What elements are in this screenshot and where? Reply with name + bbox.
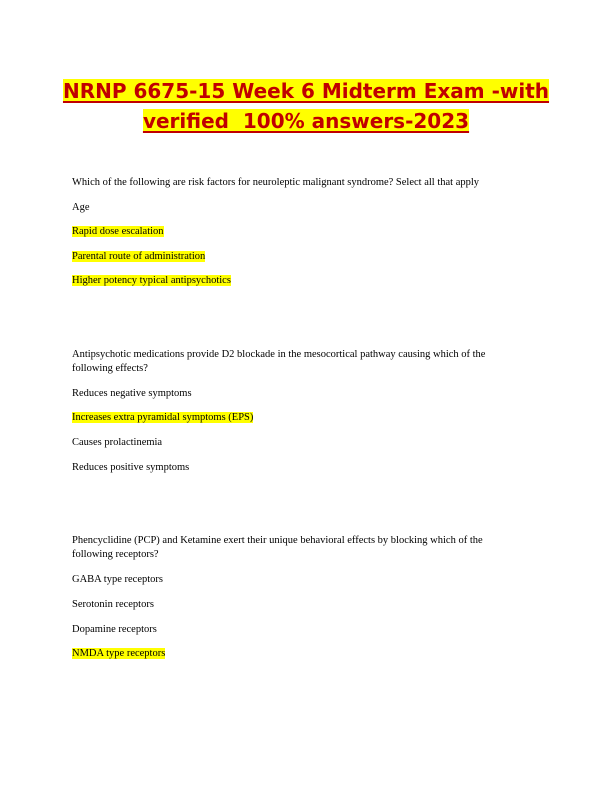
question-3-option-2 bbox=[72, 598, 542, 612]
question-2-prompt-line-2: following effects? bbox=[72, 363, 148, 374]
question-3-option-4 bbox=[72, 647, 542, 661]
question-3-option-3 bbox=[72, 623, 542, 637]
option-text: Age bbox=[72, 202, 90, 213]
option-text: Serotonin receptors bbox=[72, 599, 154, 610]
question-2-option-1 bbox=[72, 387, 542, 401]
title-line-1: NRNP 6675-15 Week 6 Midterm Exam -with bbox=[62, 79, 550, 103]
question-3-prompt-line-1: Phencyclidine (PCP) and Ketamine exert their unique behavioral effects by blocking which of the bbox=[72, 535, 483, 546]
option-text: GABA type receptors bbox=[72, 574, 163, 585]
option-text: Dopamine receptors bbox=[72, 624, 157, 635]
question-1-option-3 bbox=[72, 250, 542, 264]
highlighted-answer: Increases extra pyramidal symptoms (EPS) bbox=[72, 412, 254, 423]
question-2-option-2 bbox=[72, 411, 542, 425]
question-3-option-1 bbox=[72, 573, 542, 587]
question-3-prompt-line-2: following receptors? bbox=[72, 549, 159, 560]
question-1-prompt: Which of the following are risk factors for neuroleptic malignant syndrome? Select all that apply bbox=[72, 177, 480, 188]
question-1-option-2 bbox=[72, 225, 542, 239]
title-line-2: verified 100% answers-2023 bbox=[142, 109, 470, 133]
document-title bbox=[40, 76, 572, 136]
highlighted-answer: Rapid dose escalation bbox=[72, 226, 164, 237]
highlighted-answer: Parental route of administration bbox=[72, 251, 206, 262]
question-2-option-3 bbox=[72, 436, 542, 450]
highlighted-answer: NMDA type receptors bbox=[72, 648, 166, 659]
question-1-option-1 bbox=[72, 201, 542, 215]
option-text: Causes prolactinemia bbox=[72, 437, 163, 448]
option-text: Reduces positive symptoms bbox=[72, 462, 190, 473]
option-text: Reduces negative symptoms bbox=[72, 388, 192, 399]
question-1-option-4 bbox=[72, 274, 542, 288]
question-2-option-4 bbox=[72, 461, 542, 475]
highlighted-answer: Higher potency typical antipsychotics bbox=[72, 275, 231, 286]
question-2-prompt-line-1: Antipsychotic medications provide D2 blockade in the mesocortical pathway causing which of the bbox=[72, 349, 486, 360]
